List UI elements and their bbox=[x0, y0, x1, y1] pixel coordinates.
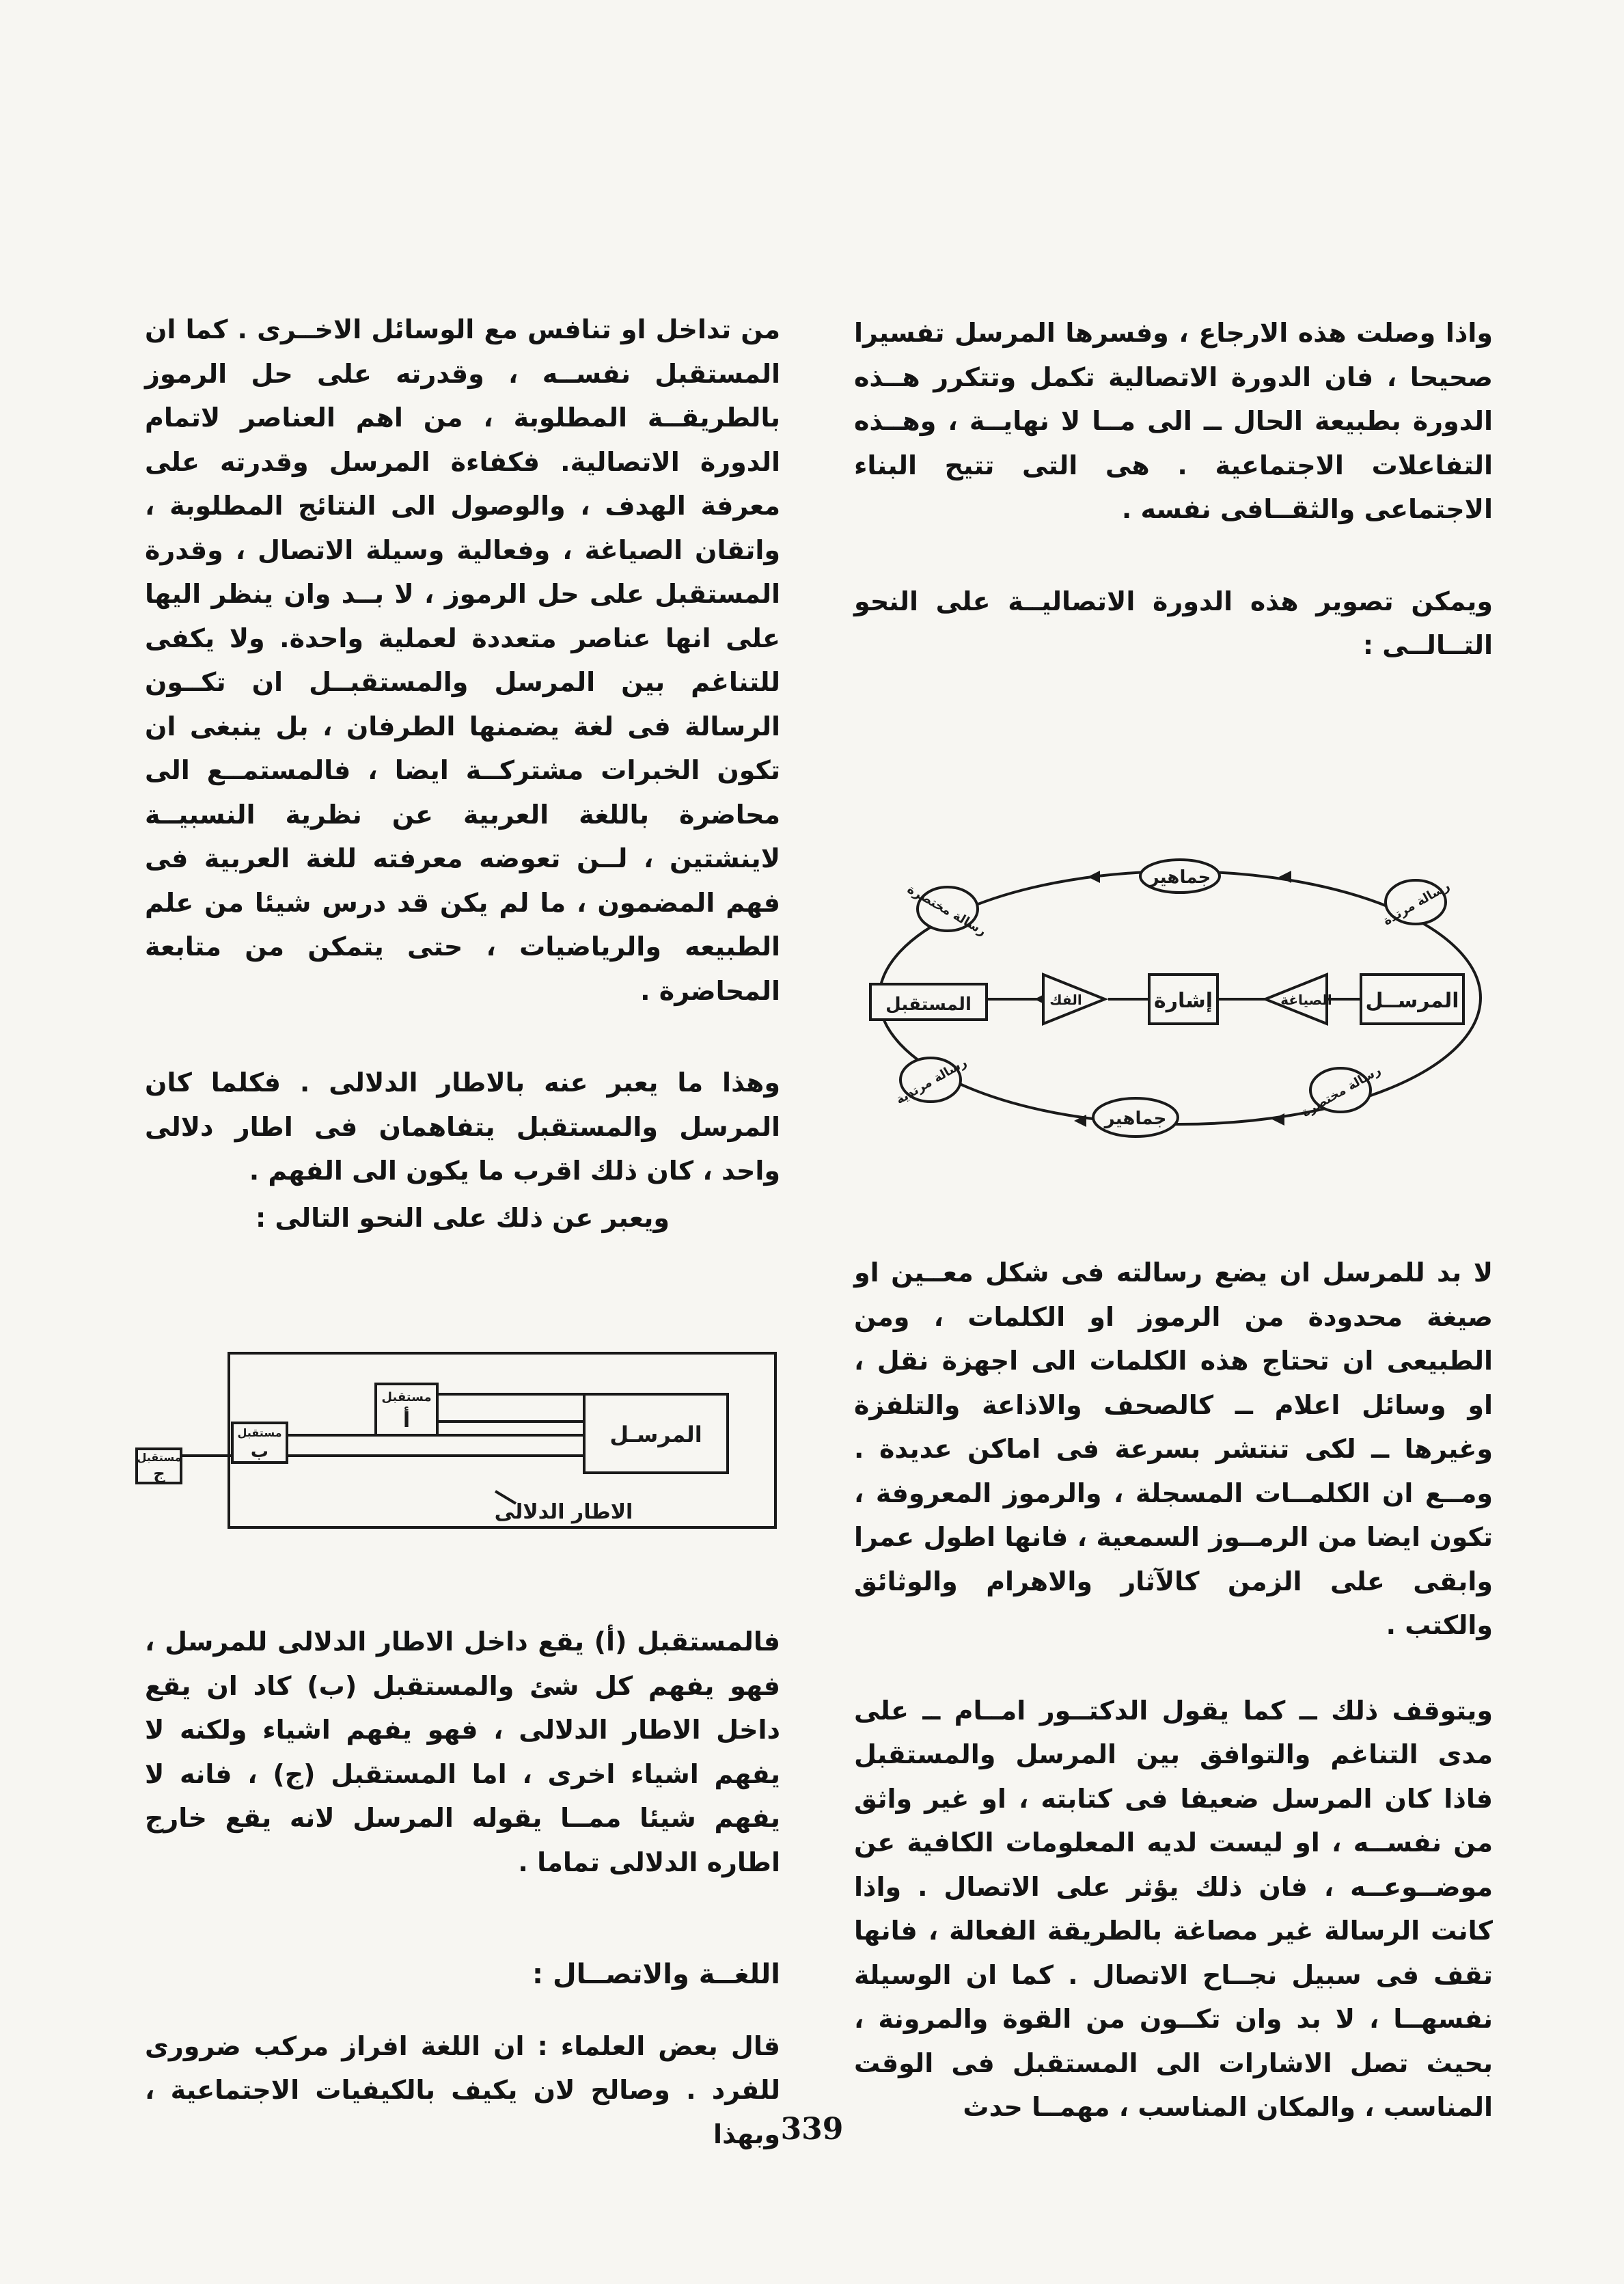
feedback-bl-label: رسالة مرتدية bbox=[893, 1055, 969, 1108]
signal-label: إشارة bbox=[1153, 989, 1213, 1013]
audience-top-label: جماهير bbox=[1148, 867, 1211, 888]
paragraph: ويتوقف ذلك ــ كما يقول الدكتــور امــام ــ على مدى التناغم والتوافق بين المرسل والمستقبل فاذا كان المرسل ضعيفا فى كتابته ، او غير واثق من نفســه ، او ليست لديه المعلومات الكافية عن موضــوعــه ، فان ذلك يؤثر على الاتصال . واذا كانت الرسالة غير مصاغة بالطريقة الفعالة ، فانها تقف فى سبيل نجــاح الاتصال . كما ان الوسيلة نفسهــا ، لا بد وان تكــون من القوة والمرونة ، بحيث تصل الاشارات الى المستقبل فى الوقت المناسب ، والمكان المناسب ، مهمــا حدث bbox=[854, 1695, 1493, 2122]
receiver-label: المستقبل bbox=[885, 994, 972, 1015]
right-column-lower bbox=[854, 1251, 1493, 2130]
figure-caption: ويعبر عن ذلك على النحو التالى : bbox=[255, 1203, 670, 1233]
left-column bbox=[145, 308, 780, 1193]
section-heading: اللغــة والاتصــال : bbox=[532, 1959, 780, 1990]
page-number: 339 bbox=[780, 2112, 844, 2147]
paragraph: قال بعض العلماء : ان اللغة افراز مركب ضرورى للفرد . وصالح لان يكيف بالكيفيات الاجتماعية ، وبهذا bbox=[145, 2030, 780, 2149]
paragraph: وهذا ما يعبر عنه بالاطار الدلالى . فكلما كان المرسل والمستقبل يتفاهمان فى اطار دلالى واحد ، كان ذلك اقرب ما يكون الى الفهم . bbox=[145, 1068, 780, 1186]
feedback-tl-label: رسالة مختصرة bbox=[905, 882, 989, 939]
receiver-b-letter: ب bbox=[250, 1441, 269, 1462]
paragraph: ويمكن تصوير هذه الدورة الاتصاليــة على النحو التــالــى : bbox=[854, 586, 1493, 660]
communication-cycle-diagram bbox=[862, 847, 1498, 1141]
semantic-frame-diagram bbox=[133, 1340, 789, 1545]
audience-bottom-label: جماهير bbox=[1104, 1109, 1167, 1129]
receiver-c-caption: مستقبل bbox=[137, 1451, 182, 1464]
receiver-b-caption: مستقبل bbox=[237, 1426, 282, 1439]
receiver-a-letter: أ bbox=[402, 1409, 411, 1432]
paragraph: لا بد للمرسل ان يضع رسالته فى شكل معــين او صيغة محدودة من الرموز او الكلمات ، ومن الطبيعى ان تحتاج هذه الكلمات الى اجهزة نقل ، او وسائل اعلام ــ كالصحف والاذاعة والتلفزة وغيرها ــ لكى تنتشر بسرعة فى اماكن عديدة . ومــع ان الكلمــات المسجلة ، والرموز المعروفة ، تكون ايضا من الرمــوز السمعية ، فانها اطول عمرا وابقى على الزمن كالآثار والاهرام والوثائق والكتب . bbox=[854, 1257, 1493, 1640]
encoder-label: الصياغة bbox=[1280, 992, 1332, 1008]
frame-label: الاطار الدلالى bbox=[494, 1500, 633, 1524]
sender-label: المرسـل bbox=[609, 1422, 702, 1447]
sender-label: المرســل bbox=[1365, 989, 1459, 1013]
receiver-c-letter: ج bbox=[153, 1464, 165, 1483]
decoder-label: الفك bbox=[1049, 992, 1082, 1008]
paragraph: واذا وصلت هذه الارجاع ، وفسرها المرسل تفسيرا صحيحا ، فان الدورة الاتصالية تكمل وتتكرر هــذه الدورة بطبيعة الحال ــ الى مــا لا نهايــة ، وهــذه التفاعلات الاجتماعية . هى التى تتيح البناء الاجتماعى والثقــافى نفسه . bbox=[854, 318, 1493, 524]
paragraph: فالمستقبل (أ) يقع داخل الاطار الدلالى للمرسل ، فهو يفهم كل شئ والمستقبل (ب) كاد ان يقع داخل الاطار الدلالى ، فهو يفهم اشياء ولكنه لا يفهم اشياء اخرى ، اما المستقبل (ج) ، فانه لا يفهم شيئا ممــا يقوله المرسل لانه يقع خارج اطاره الدلالى تماما . bbox=[145, 1627, 780, 1877]
paragraph: من تداخل او تنافس مع الوسائل الاخــرى . كما ان المستقبل نفســه ، وقدرته على حل الرموز بالطريقــة المطلوبة ، من اهم العناصر لاتمام الدورة الاتصالية. فكفاءة المرسل وقدرته على معرفة الهدف ، والوصول الى النتائج المطلوبة ، واتقان الصياغة ، وفعالية وسيلة الاتصال ، وقدرة المستقبل على حل الرموز ، لا بــد وان ينظر اليها على انها عناصر متعددة لعملية واحدة. ولا يكفى للتناغم بين المرسل والمستقبــل ان تكــون الرسالة فى لغة يضمنها الطرفان ، بل ينبغى ان تكون الخبرات مشتركــة ايضا ، فالمستمــع الى محاضرة باللغة العربية عن نظرية النسبيــة لاينشتين ، لــن تعوضه معرفته للغة العربية فى فهم المضمون ، ما لم يكن قد درس شيئا من علم الطبيعه والرياضيات ، حتى يتمكن من متابعة المحاضرة . bbox=[145, 314, 780, 1006]
left-column-lower bbox=[145, 1620, 780, 2156]
receiver-a-caption: مستقبل bbox=[381, 1390, 432, 1404]
right-column bbox=[854, 311, 1493, 668]
feedback-br-label: رسالة مختصرة bbox=[1299, 1063, 1384, 1120]
feedback-tr-label: رسالة مرتدة bbox=[1380, 878, 1453, 929]
